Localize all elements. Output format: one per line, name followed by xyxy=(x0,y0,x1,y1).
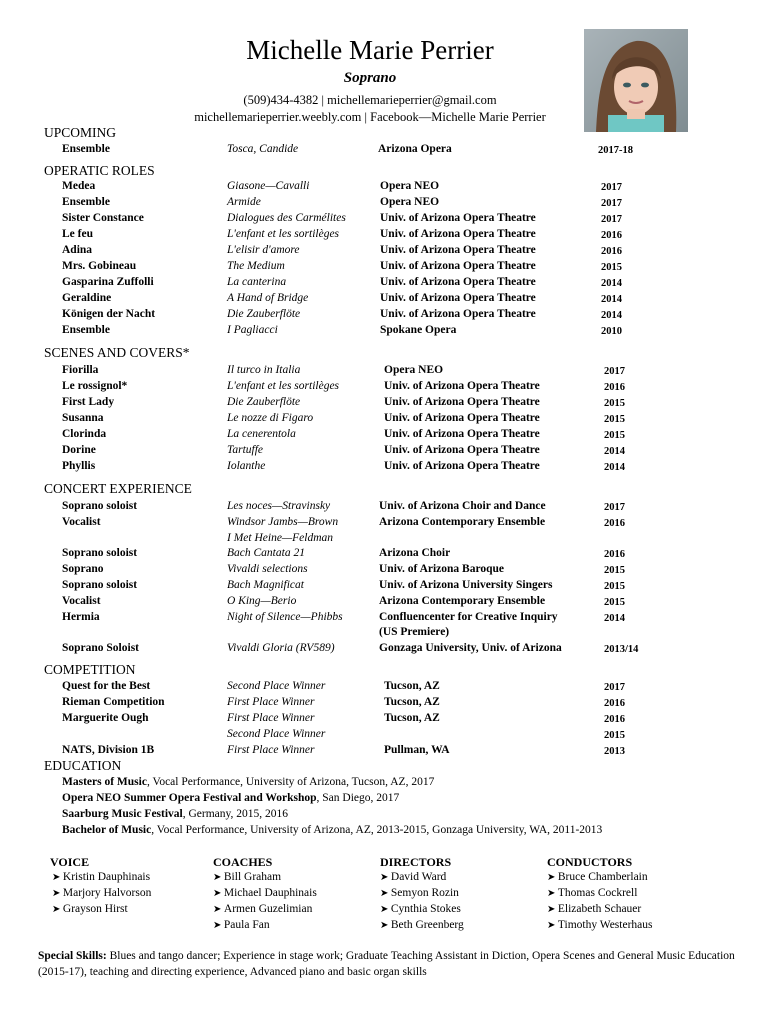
resume-row xyxy=(0,324,768,340)
work-title: I Pagliacci xyxy=(227,324,278,336)
role-name: Vocalist xyxy=(62,515,101,528)
section-heading-competition: COMPETITION xyxy=(44,662,136,677)
list-item xyxy=(213,919,270,931)
company-name: Opera NEO xyxy=(380,196,440,208)
role-name: Hermia xyxy=(62,610,100,623)
role-name: Soprano soloist xyxy=(62,500,138,512)
company-name: Arizona Choir xyxy=(379,547,451,560)
year: 2017 xyxy=(601,198,622,209)
role-name: NATS, Division 1B xyxy=(62,744,155,756)
work-title: First Place Winner xyxy=(227,744,315,756)
education-item: Opera NEO Summer Opera Festival and Workshop, San Diego, 2017 xyxy=(62,792,400,804)
role-name: Dorine xyxy=(62,444,96,456)
role-name: Susanna xyxy=(62,412,104,424)
resume-row xyxy=(0,143,768,159)
arrow-bullet-icon: ➤ xyxy=(380,872,391,883)
year: 2017 xyxy=(604,682,625,693)
list-item xyxy=(547,871,648,883)
year: 2015 xyxy=(604,414,625,425)
company-name: Arizona Contemporary Ensemble xyxy=(379,515,546,528)
section-heading-scenes-covers: SCENES AND COVERS* xyxy=(44,345,190,360)
role-name: Le feu xyxy=(62,228,93,240)
company-name: Tucson, AZ xyxy=(384,712,440,724)
work-title: I Met Heine—Feldman xyxy=(227,531,334,544)
arrow-bullet-icon: ➤ xyxy=(547,920,558,931)
special-skills xyxy=(38,948,738,980)
work-title: Dialogues des Carmélites xyxy=(227,212,346,224)
company-name: Spokane Opera xyxy=(380,324,457,336)
section-heading-concert: CONCERT EXPERIENCE xyxy=(44,481,192,496)
year: 2016 xyxy=(604,549,625,561)
contact-line-2: michellemarieperrier.weebly.com | Facebook—Michelle Marie Perrier xyxy=(194,110,546,124)
work-title: Die Zauberflöte xyxy=(227,308,301,320)
year: 2015 xyxy=(604,581,625,592)
role-name: Vocalist xyxy=(62,594,101,607)
year: 2016 xyxy=(604,382,625,393)
resume-row xyxy=(0,611,768,627)
work-title: First Place Winner xyxy=(227,696,315,708)
role-name: Marguerite Ough xyxy=(62,712,149,724)
year: 2015 xyxy=(604,430,625,441)
year: 2015 xyxy=(604,565,625,577)
person-name: Beth Greenberg xyxy=(390,919,464,931)
resume-row xyxy=(0,196,768,212)
list-item xyxy=(380,887,459,899)
year: 2015 xyxy=(604,596,625,608)
arrow-bullet-icon: ➤ xyxy=(213,904,224,915)
role-name: Soprano xyxy=(62,563,104,576)
person-name: Paula Fan xyxy=(223,919,270,931)
year: 2017 xyxy=(601,214,622,225)
arrow-bullet-icon: ➤ xyxy=(380,888,391,899)
role-name: Mrs. Gobineau xyxy=(62,260,137,272)
year: 2014 xyxy=(601,294,622,305)
company-name: Opera NEO xyxy=(384,364,444,376)
education-item: Masters of Music, Vocal Performance, University of Arizona, Tucson, AZ, 2017 xyxy=(62,776,435,788)
role-name: Soprano soloist xyxy=(62,579,138,591)
work-title: Tartuffe xyxy=(227,444,264,456)
company-name: Univ. of Arizona Opera Theatre xyxy=(384,396,540,408)
role-name: Adina xyxy=(62,244,93,256)
year: 2017 xyxy=(604,502,625,513)
company-name: Univ. of Arizona Opera Theatre xyxy=(380,308,536,320)
headshot-photo xyxy=(584,29,688,132)
year: 2013/14 xyxy=(604,644,639,656)
resume-row xyxy=(0,180,768,196)
work-title: L'elisir d'amore xyxy=(227,244,300,256)
role-name: Quest for the Best xyxy=(62,680,151,692)
resume-row xyxy=(0,276,768,292)
voice-type: Soprano xyxy=(343,70,397,86)
work-title: The Medium xyxy=(227,260,285,272)
resume-row xyxy=(0,579,768,595)
section-heading-upcoming: UPCOMING xyxy=(44,125,117,140)
role-name: Soprano Soloist xyxy=(62,642,140,655)
year: 2014 xyxy=(601,278,622,289)
year: 2014 xyxy=(601,310,622,321)
resume-row xyxy=(0,595,768,611)
year: 2015 xyxy=(601,262,622,273)
list-item xyxy=(213,887,317,899)
special-skills-text: Blues and tango dancer; Experience in stage work; Graduate Teaching Assistant in Diction, Opera Scenes and General Music Education (2015-17), teaching and directing experience, Advanced piano and basic organ skills xyxy=(38,950,735,978)
work-title: Second Place Winner xyxy=(227,680,326,692)
person-name: Grayson Hirst xyxy=(62,903,128,915)
year: 2016 xyxy=(604,714,625,725)
person-name: Kristin Dauphinais xyxy=(62,871,151,883)
company-name: Opera NEO xyxy=(380,180,440,192)
voice-teachers-heading: VOICE xyxy=(50,855,90,869)
person-name: Timothy Westerhaus xyxy=(557,919,653,931)
work-title: La canterina xyxy=(227,276,287,288)
role-name: Geraldine xyxy=(62,292,112,304)
work-title: Windsor Jambs—Brown xyxy=(227,515,339,528)
resume-row xyxy=(0,244,768,260)
work-title: Die Zauberflöte xyxy=(227,396,301,408)
resume-row xyxy=(0,680,768,696)
resume-row xyxy=(0,516,768,532)
resume-row xyxy=(0,547,768,563)
company-name: Univ. of Arizona Opera Theatre xyxy=(384,460,540,472)
work-title: Tosca, Candide xyxy=(227,143,299,155)
page-title: Michelle Marie Perrier xyxy=(246,35,494,65)
company-name: Univ. of Arizona Opera Theatre xyxy=(380,212,536,224)
work-title: Le nozze di Figaro xyxy=(227,412,314,424)
list-item xyxy=(213,903,312,915)
work-title: L'enfant et les sortilèges xyxy=(227,228,340,240)
role-name: Gasparina Zuffolli xyxy=(62,276,154,288)
arrow-bullet-icon: ➤ xyxy=(547,888,558,899)
year: 2015 xyxy=(604,730,625,741)
role-name: Ensemble xyxy=(62,143,110,155)
company-name: Gonzaga University, Univ. of Arizona xyxy=(379,642,562,655)
person-name: Semyon Rozin xyxy=(390,887,459,899)
company-name: Arizona Contemporary Ensemble xyxy=(379,594,546,607)
role-name: Le rossignol* xyxy=(62,380,128,392)
resume-row xyxy=(0,228,768,244)
work-title: Il turco in Italia xyxy=(227,364,301,376)
list-item xyxy=(52,887,151,899)
company-name: Tucson, AZ xyxy=(384,680,440,692)
company-name: Univ. of Arizona Choir and Dance xyxy=(379,500,546,512)
work-title: La cenerentola xyxy=(227,428,296,440)
person-name: Cynthia Stokes xyxy=(390,903,461,915)
work-title: Vivaldi Gloria (RV589) xyxy=(227,642,335,655)
company-name: Univ. of Arizona Opera Theatre xyxy=(384,412,540,424)
arrow-bullet-icon: ➤ xyxy=(380,904,391,915)
person-name: Armen Guzelimian xyxy=(223,903,313,915)
company-name: Univ. of Arizona Opera Theatre xyxy=(380,276,536,288)
year: 2014 xyxy=(604,612,625,624)
resume-row xyxy=(0,396,768,412)
work-title: L'enfant et les sortilèges xyxy=(227,380,340,392)
company-name: Univ. of Arizona Opera Theatre xyxy=(380,228,536,240)
resume-row xyxy=(0,444,768,460)
year: 2017-18 xyxy=(598,145,633,156)
section-heading-operatic-roles: OPERATIC ROLES xyxy=(44,163,155,178)
list-item xyxy=(52,871,150,883)
resume-row xyxy=(0,412,768,428)
role-name: First Lady xyxy=(62,396,115,408)
arrow-bullet-icon: ➤ xyxy=(52,888,63,899)
role-name: Medea xyxy=(62,180,96,192)
work-title: O King—Berio xyxy=(227,594,297,607)
work-title: Second Place Winner xyxy=(227,728,326,740)
year: 2017 xyxy=(601,182,622,193)
resume-row xyxy=(0,364,768,380)
resume-row xyxy=(0,626,768,642)
person-name: Thomas Cockrell xyxy=(557,887,638,899)
work-title: Vivaldi selections xyxy=(227,563,308,576)
directors-heading: DIRECTORS xyxy=(380,855,452,869)
coaches-heading: COACHES xyxy=(213,855,273,869)
company-name: Univ. of Arizona Opera Theatre xyxy=(384,380,540,392)
year: 2014 xyxy=(604,462,625,473)
company-name: Univ. of Arizona University Singers xyxy=(379,579,553,591)
role-name: Sister Constance xyxy=(62,212,144,224)
arrow-bullet-icon: ➤ xyxy=(547,872,558,883)
company-name: Univ. of Arizona Opera Theatre xyxy=(384,444,540,456)
work-title: Bach Magnificat xyxy=(227,579,304,591)
resume-row xyxy=(0,428,768,444)
role-name: Phyllis xyxy=(62,460,96,472)
work-title: Armide xyxy=(227,196,261,208)
list-item xyxy=(380,903,461,915)
work-title: A Hand of Bridge xyxy=(227,292,309,304)
arrow-bullet-icon: ➤ xyxy=(213,920,224,931)
work-title: Night of Silence—Phibbs xyxy=(227,610,343,623)
list-item xyxy=(213,871,281,883)
resume-row xyxy=(0,380,768,396)
arrow-bullet-icon: ➤ xyxy=(213,888,224,899)
resume-row xyxy=(0,460,768,476)
arrow-bullet-icon: ➤ xyxy=(52,904,63,915)
company-name: Univ. of Arizona Opera Theatre xyxy=(380,244,536,256)
year: 2014 xyxy=(604,446,625,457)
work-title: Iolanthe xyxy=(227,460,266,472)
special-skills-label: Special Skills: xyxy=(38,950,107,962)
year: 2017 xyxy=(604,366,625,377)
resume-row xyxy=(0,308,768,324)
arrow-bullet-icon: ➤ xyxy=(547,904,558,915)
resume-row xyxy=(0,696,768,712)
resume-row xyxy=(0,563,768,579)
resume-row xyxy=(0,500,768,516)
year: 2016 xyxy=(604,517,625,529)
company-name: Univ. of Arizona Baroque xyxy=(379,563,505,576)
person-name: Bruce Chamberlain xyxy=(557,871,648,883)
list-item xyxy=(380,871,446,883)
resume-row xyxy=(0,728,768,744)
person-name: Michael Dauphinais xyxy=(223,887,317,899)
role-name: Fiorilla xyxy=(62,364,99,376)
work-title: Bach Cantata 21 xyxy=(227,547,305,560)
list-item xyxy=(380,919,464,931)
list-item xyxy=(547,887,637,899)
company-name: Arizona Opera xyxy=(378,143,452,155)
resume-row xyxy=(0,642,768,658)
person-name: David Ward xyxy=(390,871,447,883)
list-item xyxy=(547,903,641,915)
company-name: (US Premiere) xyxy=(379,626,450,639)
arrow-bullet-icon: ➤ xyxy=(380,920,391,931)
role-name: Rieman Competition xyxy=(62,696,165,708)
person-name: Marjory Halvorson xyxy=(62,887,152,899)
company-name: Pullman, WA xyxy=(384,744,450,756)
section-heading-education: EDUCATION xyxy=(44,758,122,773)
resume-row xyxy=(0,212,768,228)
list-item xyxy=(547,919,653,931)
resume-row xyxy=(0,712,768,728)
resume-row xyxy=(0,292,768,308)
person-name: Bill Graham xyxy=(223,871,282,883)
year: 2016 xyxy=(601,246,622,257)
resume-row xyxy=(0,260,768,276)
contact-line-1: (509)434-4382 | michellemarieperrier@gmail.com xyxy=(243,93,497,107)
role-name: Ensemble xyxy=(62,324,110,336)
person-name: Elizabeth Schauer xyxy=(557,903,642,915)
company-name: Univ. of Arizona Opera Theatre xyxy=(380,260,536,272)
work-title: First Place Winner xyxy=(227,712,315,724)
company-name: Tucson, AZ xyxy=(384,696,440,708)
arrow-bullet-icon: ➤ xyxy=(52,872,63,883)
list-item xyxy=(52,903,128,915)
conductors-heading: CONDUCTORS xyxy=(547,855,633,869)
role-name: Ensemble xyxy=(62,196,110,208)
year: 2013 xyxy=(604,746,625,757)
company-name: Univ. of Arizona Opera Theatre xyxy=(384,428,540,440)
company-name: Univ. of Arizona Opera Theatre xyxy=(380,292,536,304)
work-title: Giasone—Cavalli xyxy=(227,180,310,192)
education-item: Bachelor of Music, Vocal Performance, University of Arizona, AZ, 2013-2015, Gonzaga University, WA, 2011-2013 xyxy=(62,824,603,836)
year: 2016 xyxy=(604,698,625,709)
year: 2015 xyxy=(604,398,625,409)
role-name: Königen der Nacht xyxy=(62,308,156,320)
year: 2010 xyxy=(601,326,622,337)
role-name: Clorinda xyxy=(62,428,107,440)
role-name: Soprano soloist xyxy=(62,547,138,560)
arrow-bullet-icon: ➤ xyxy=(213,872,224,883)
education-item: Saarburg Music Festival, Germany, 2015, 2016 xyxy=(62,808,289,820)
resume-row xyxy=(0,532,768,548)
work-title: Les noces—Stravinsky xyxy=(227,500,331,512)
year: 2016 xyxy=(601,230,622,241)
company-name: Confluencenter for Creative Inquiry xyxy=(379,610,558,623)
